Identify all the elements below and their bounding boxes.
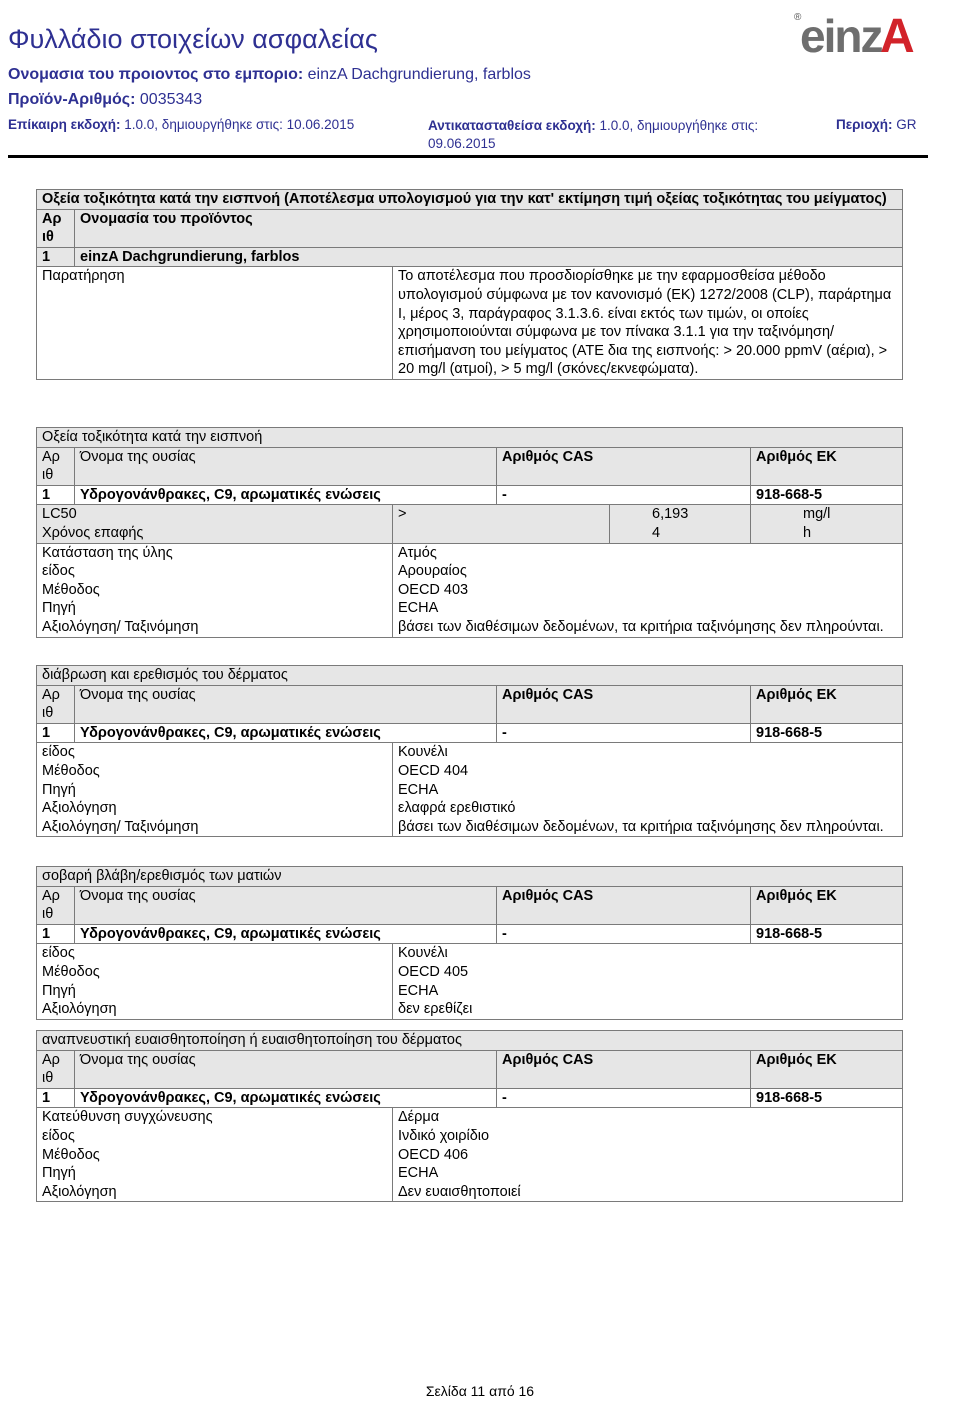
method-label: Μέθοδος <box>42 762 100 779</box>
header-divider <box>8 155 928 158</box>
evaluation-label: Αξιολόγηση <box>42 1183 117 1200</box>
method-value: OECD 405 <box>398 963 469 980</box>
evaluation-value: Δεν ευαισθητοποιεί <box>398 1183 521 1200</box>
lc50-label: LC50 <box>42 506 77 523</box>
region-label: Περιοχή: <box>836 117 893 132</box>
column-header-ec: Αριθμός ΕΚ <box>751 447 903 485</box>
column-header-cas: Αριθμός CAS <box>497 1050 751 1088</box>
cas-number: - <box>497 485 751 505</box>
method-label: Μέθοδος <box>42 963 100 980</box>
column-header-number: Αρ ιθ <box>37 209 75 247</box>
current-version-label: Επίκαιρη εκδοχή: <box>8 117 121 132</box>
exposure-value: 4 <box>652 524 661 541</box>
detail-values <box>393 543 903 637</box>
cas-number: - <box>497 723 751 743</box>
section-eye-damage <box>36 866 903 1020</box>
section-acute-inhalation <box>36 427 903 638</box>
region-value: GR <box>896 117 917 132</box>
species-value: Κουνέλι <box>398 945 448 962</box>
method-label: Μέθοδος <box>42 1146 100 1163</box>
section-title: Οξεία τοξικότητα κατά την εισπνοή <box>37 428 903 448</box>
substance-name: Υδρογονάνθρακες, C9, αρωματικές ενώσεις <box>75 924 497 944</box>
column-header-substance: Όνομα της ουσίας <box>75 1050 497 1088</box>
lc50-value: 6,193 <box>652 506 689 523</box>
state-value: Ατμός <box>398 544 437 561</box>
einza-logo <box>794 6 920 60</box>
detail-labels <box>37 543 393 637</box>
evaluation-value: δεν ερεθίζει <box>398 1001 473 1018</box>
section-title: διάβρωση και ερεθισμός του δέρματος <box>37 666 903 686</box>
column-header-ec: Αριθμός ΕΚ <box>751 685 903 723</box>
assessment-value: βάσει των διαθέσιμων δεδομένων, τα κριτήρια ταξινόμησης δεν πληρούνται. <box>398 618 884 635</box>
method-value: OECD 403 <box>398 581 469 598</box>
cas-number: - <box>497 924 751 944</box>
method-value: OECD 404 <box>398 762 469 779</box>
exposure-unit: h <box>803 524 812 541</box>
assessment-label: Αξιολόγηση/ Ταξινόμηση <box>42 618 199 635</box>
detail-values <box>393 743 903 837</box>
column-header-product: Ονομασία του προϊόντος <box>75 209 903 247</box>
substance-name: Υδρογονάνθρακες, C9, αρωματικές ενώσεις <box>75 1088 497 1108</box>
column-header-substance: Όνομα της ουσίας <box>75 447 497 485</box>
route-label: Κατεύθυνση συγχώνευσης <box>42 1109 213 1126</box>
method-label: Μέθοδος <box>42 581 100 598</box>
lc50-unit: mg/l <box>803 506 831 523</box>
source-label: Πηγή <box>42 1165 76 1182</box>
section-title: Οξεία τοξικότητα κατά την εισπνοή (Αποτέλεσμα υπολογισμού για την κατ' εκτίμηση τιμή οξείας τοξικότητας του μείγματος) <box>37 190 903 210</box>
section-title: αναπνευστική ευαισθητοποίηση ή ευαισθητοποίηση του δέρματος <box>37 1031 903 1051</box>
assessment-label: Αξιολόγηση/ Ταξινόμηση <box>42 818 199 835</box>
row-number: 1 <box>37 723 75 743</box>
column-header-substance: Όνομα της ουσίας <box>75 886 497 924</box>
row-number: 1 <box>37 247 75 267</box>
detail-labels <box>37 1108 393 1202</box>
species-label: είδος <box>42 563 75 580</box>
species-label: είδος <box>42 1127 75 1144</box>
column-header-ec: Αριθμός ΕΚ <box>751 886 903 924</box>
product-number-line <box>8 91 202 109</box>
evaluation-label: Αξιολόγηση <box>42 800 117 817</box>
ec-number: 918-668-5 <box>751 485 903 505</box>
row-number: 1 <box>37 485 75 505</box>
source-label: Πηγή <box>42 781 76 798</box>
column-header-cas: Αριθμός CAS <box>497 447 751 485</box>
column-header-cas: Αριθμός CAS <box>497 685 751 723</box>
source-value: ECHA <box>398 781 439 798</box>
source-label: Πηγή <box>42 982 76 999</box>
svg-text:®: ® <box>794 12 802 23</box>
column-header-number: Αρ ιθ <box>37 447 75 485</box>
current-version-value: 1.0.0, δημιουργήθηκε στις: 10.06.2015 <box>124 117 355 132</box>
svg-text:A: A <box>880 10 915 60</box>
column-header-ec: Αριθμός ΕΚ <box>751 1050 903 1088</box>
detail-labels <box>37 743 393 837</box>
column-header-number: Αρ ιθ <box>37 886 75 924</box>
species-value: Ινδικό χοιρίδιο <box>398 1127 490 1144</box>
ec-number: 918-668-5 <box>751 1088 903 1108</box>
replaced-version-label: Αντικατασταθείσα εκδοχή: <box>428 118 596 133</box>
section-skin-irritation <box>36 665 903 837</box>
ec-number: 918-668-5 <box>751 924 903 944</box>
route-value: Δέρμα <box>398 1109 440 1126</box>
row-number: 1 <box>37 1088 75 1108</box>
substance-name: Υδρογονάνθρακες, C9, αρωματικές ενώσεις <box>75 723 497 743</box>
substance-name: Υδρογονάνθρακες, C9, αρωματικές ενώσεις <box>75 485 497 505</box>
page-number: Σελίδα 11 από 16 <box>425 1383 535 1399</box>
section-title: σοβαρή βλάβη/ερεθισμός των ματιών <box>37 867 903 887</box>
column-header-number: Αρ ιθ <box>37 685 75 723</box>
lc50-labels <box>37 505 393 543</box>
exposure-label: Χρόνος επαφής <box>42 524 144 541</box>
product-name: einzA Dachgrundierung, farblos <box>75 247 903 267</box>
species-label: είδος <box>42 744 75 761</box>
lc50-operator: > <box>393 505 610 543</box>
section-sensitisation <box>36 1030 903 1202</box>
lc50-units <box>751 505 903 543</box>
section-acute-inhalation-calc <box>36 189 903 380</box>
detail-labels <box>37 944 393 1019</box>
detail-values <box>393 944 903 1019</box>
remark-text: Το αποτέλεσμα που προσδιορίσθηκε με την εφαρμοσθείσα μέθοδο υπολογισμού σύμφωνα με τον κανονισμό (ΕΚ) 1272/2008 (CLP), παράρτημα I, μέρος 3, παράγραφος 3.1.3.6. είναι εκτός των τιμών, οι οποίες χρησιμοποιούνται σύμφωνα με τον πίνακα 3.1.1 για την ταξινόμηση/επισήμανση του μείγματος (ATE δια της εισπνοής: > 20.000 ppmV (αέρια), > 20 mg/l (ατμοί), > 5 mg/l (σκόνες/εκνεφώματα). <box>393 267 903 380</box>
replaced-version-value: 1.0.0, δημιουργήθηκε στις: 09.06.2015 <box>428 118 759 151</box>
svg-text:einz: einz <box>800 10 882 60</box>
cas-number: - <box>497 1088 751 1108</box>
assessment-value: βάσει των διαθέσιμων δεδομένων, τα κριτήρια ταξινόμησης δεν πληρούνται. <box>398 818 884 835</box>
replaced-version <box>428 117 808 153</box>
column-header-substance: Όνομα της ουσίας <box>75 685 497 723</box>
lc50-values <box>610 505 751 543</box>
state-label: Κατάσταση της ύλης <box>42 544 173 561</box>
ec-number: 918-668-5 <box>751 723 903 743</box>
trade-name-value: einzA Dachgrundierung, farblos <box>307 66 531 83</box>
region <box>836 117 917 132</box>
detail-values <box>393 1108 903 1202</box>
product-number-label: Προϊόν-Αριθμός: <box>8 91 136 108</box>
trade-name-line <box>8 66 531 84</box>
trade-name-label: Ονομασια του προιοντος στο εμποριο: <box>8 66 304 83</box>
source-label: Πηγή <box>42 600 76 617</box>
row-number: 1 <box>37 924 75 944</box>
source-value: ECHA <box>398 1165 439 1182</box>
species-value: Αρουραίος <box>398 563 467 580</box>
species-value: Κουνέλι <box>398 744 448 761</box>
evaluation-value: ελαφρά ερεθιστικό <box>398 800 516 817</box>
source-value: ECHA <box>398 982 439 999</box>
species-label: είδος <box>42 945 75 962</box>
evaluation-label: Αξιολόγηση <box>42 1001 117 1018</box>
source-value: ECHA <box>398 600 439 617</box>
method-value: OECD 406 <box>398 1146 469 1163</box>
document-title: Φυλλάδιο στοιχείων ασφαλείας <box>8 24 378 54</box>
column-header-number: Αρ ιθ <box>37 1050 75 1088</box>
current-version <box>8 117 354 132</box>
product-number-value: 0035343 <box>139 91 203 108</box>
remark-label: Παρατήρηση <box>37 267 393 380</box>
column-header-cas: Αριθμός CAS <box>497 886 751 924</box>
